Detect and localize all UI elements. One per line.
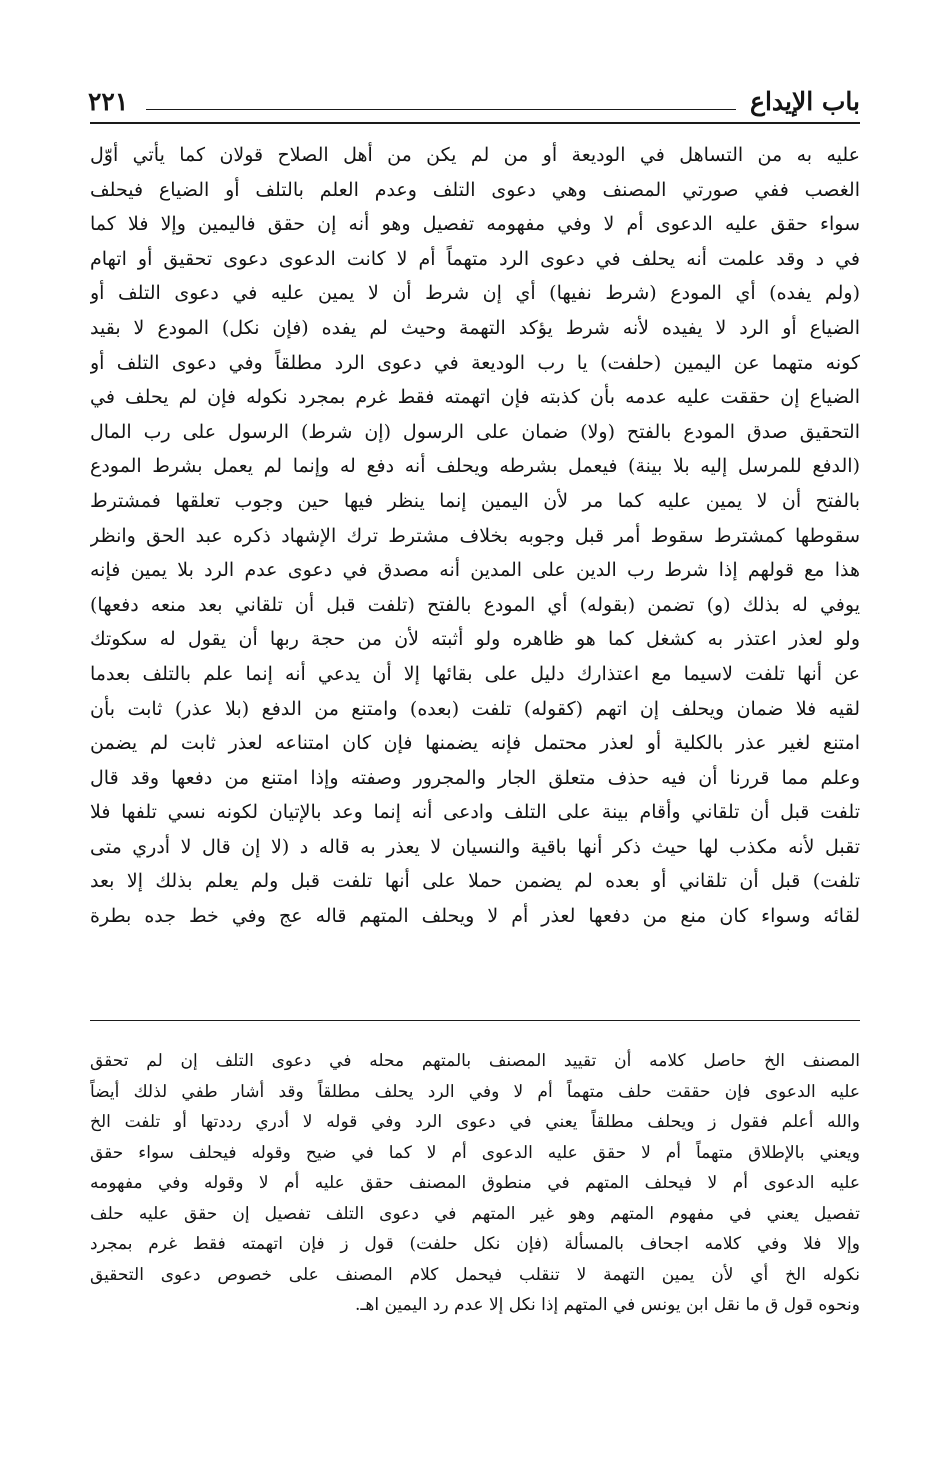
footnote-line: عليه الدعوى أم لا فيحلف المتهم في منطوق المصنف حقق عليه أم لا وقوله وفي مفهومه bbox=[90, 1173, 860, 1193]
text-line: (ولم يفده) أي المودع (شرط نفيها) أي إن شرط أن لا يمين عليه في دعوى التلف أو bbox=[90, 282, 860, 305]
footnote-line: ونحوه قول ق ما نقل ابن يونس في المتهم إذا نكل إلا عدم رد اليمين اهـ. bbox=[354, 1295, 860, 1315]
text-line: تلفت) قبل أن تلقاني أو بعده لم يضمن حملا على أنها تلفت قبل ولم يعلم بذلك إلا بعد bbox=[90, 870, 860, 893]
text-line: امتنع لغير عذر بالكلية أو لعذر محتمل فإنه يضمنها فإن كان امتناعه لعذر ثابت لم يضمن bbox=[90, 732, 860, 755]
footnote-line: المصنف الخ حاصل كلامه أن تقييد المصنف بالمتهم محله في دعوى التلف إن لم تحقق bbox=[90, 1051, 860, 1071]
text-line: الضياع أو الرد لا يفيده لأنه شرط يؤكد التهمة وحيث لم يفده (فإن نكل) المودع لا بقيد bbox=[90, 316, 860, 339]
text-line: الضياع إن حققت عليه عدمه بأن كذبته فإن اتهمته فقط غرم بمجرد نكوله فإن لم يحلف في bbox=[90, 386, 860, 409]
footnote-line: نكوله الخ أي لأن يمين التهمة لا تنقلب فيحمل كلام المصنف على خصوص دعوى التحقيق bbox=[90, 1264, 860, 1285]
text-line: (الدفع للمرسل إليه بلا بينة) فيعمل بشرطه ويحلف أنه دفع له وإنما لم يعمل بشرط المودع bbox=[90, 455, 860, 478]
chapter-title: باب الإيداع bbox=[750, 87, 860, 116]
text-line: تلفت قبل أن تلقاني وأقام بينة على التلف وادعى أنه إنما وعد بالإتيان لكونه نسي تلفها فلا bbox=[90, 801, 860, 824]
text-line: عن أنها تلفت لاسيما مع اعتذارك دليل على بقائها إلا أن يدعي أنه إنما علم بالتلف بعدما bbox=[90, 662, 860, 685]
text-line: التحقيق صدق المودع بالفتح (ولا) ضمان على الرسول (إن شرط) الرسول على رب المال bbox=[90, 420, 860, 443]
main-text bbox=[90, 138, 860, 934]
footnote-line: والله أعلم فقول ز ويحلف مطلقاً يعني في دعوى الرد وفي قوله لا أدري رددتها أو تلفت الخ bbox=[90, 1112, 860, 1132]
footnote-separator bbox=[90, 1020, 860, 1021]
page-number: ٢٢١ bbox=[88, 87, 129, 116]
text-line: وعلم مما قررنا أن فيه حذف متعلق الجار والمجرور وصفته وإذا امتنع من دفعها وقد قال bbox=[90, 766, 860, 789]
header-underline bbox=[90, 122, 860, 124]
footnote-line: عليه الدعوى فإن حققت حلف متهماً أم لا وفي الرد يحلف مطلقاً وقد أشار طفي لذلك أيضاً bbox=[90, 1081, 860, 1102]
text-line: سقوطها كمشترط سقوط أمر قبل وجوبه بخلاف مشترط ترك الإشهاد ذكره عبد الحق وانظر bbox=[90, 524, 860, 547]
footnote-line: ويعني بالإطلاق متهماً أم لا حقق عليه الدعوى أم لا كما في ضيح وقوله فيحلف سواء حقق bbox=[90, 1142, 860, 1163]
text-line: لقيه فلا ضمان ويحلف إن اتهم (كقوله) تلفت (بعده) وامتنع من الدفع (بلا عذر) ثابت بأن bbox=[90, 697, 860, 720]
footnote-line: تفصيل يعني في مفهوم المتهم وهو غير المتهم في دعوى التلف تفصيل إن حقق عليه حلف bbox=[90, 1203, 860, 1224]
running-header bbox=[88, 84, 860, 124]
header-rule bbox=[146, 109, 736, 110]
text-line: سواء حقق عليه الدعوى أم لا وفي مفهومه تفصيل وهو أنه إن حقق فاليمين وإلا فلا كما bbox=[90, 213, 860, 236]
text-line: عليه به من التساهل في الوديعة أو من لم يكن من أهل الصلاح قولان كما يأتي أوّل bbox=[90, 144, 860, 166]
text-line: في د وقد علمت أنه يحلف في دعوى الرد متهماً أم لا كانت الدعوى دعوى تحقيق أو اتهام bbox=[90, 247, 860, 270]
text-line: هذا مع قولهم إذا شرط رب الدين على المدين أنه مصدق في دعوى عدم الرد بلا يمين فإنه bbox=[90, 559, 860, 582]
footnote-line: وإلا فلا وفي كلامه اجحاف بالمسألة (فإن نكل حلفت) قول ز فإن اتهمته فقط غرم بمجرد bbox=[90, 1234, 860, 1254]
text-line: ولو لعذر اعتذر به كشغل كما هو ظاهره ولو أثبته لأن من حجة ربها أن يقول له سكوتك bbox=[90, 628, 860, 651]
text-line: بالفتح أن لا يمين عليه كما مر لأن اليمين إنما ينظر فيها حين وجوب تعلقها فمشترط bbox=[90, 489, 860, 512]
text-line: الغصب ففي صورتي المصنف وهي دعوى التلف وعدم العلم بالتلف أو الضياع فيحلف bbox=[90, 178, 860, 201]
text-line: كونه متهما عن اليمين (حلفت) يا رب الوديعة في دعوى الرد مطلقاً وفي دعوى التلف أو bbox=[90, 351, 860, 374]
text-line: لقائه وسواء كان منع من دفعها لعذر أم لا ويحلف المتهم قاله عج وفي خط جده بطرة bbox=[90, 905, 860, 928]
footnotes bbox=[90, 1046, 860, 1321]
text-line: تقبل لأنه مكذب لها حيث ذكر أنها باقية والنسيان لا يعذر به قاله د (لا إن قال لا أدري متى bbox=[90, 835, 860, 858]
text-line: يوفي له بذلك (و) تضمن (بقوله) أي المودع بالفتح (تلفت قبل أن تلقاني بعد منعه دفعها) bbox=[90, 593, 860, 616]
